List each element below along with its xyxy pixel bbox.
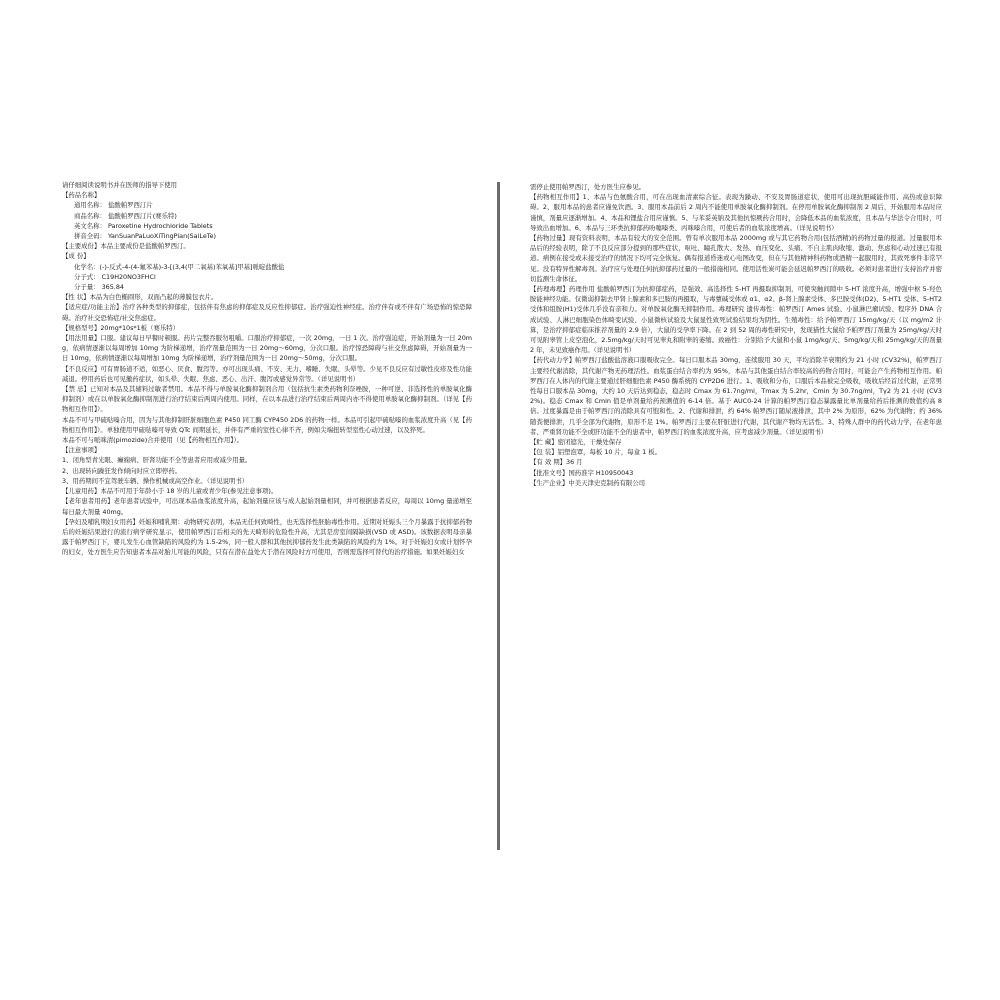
approval-number-section: 【批准文号】国药准字 H10950043 <box>530 468 634 477</box>
indications-section: 【适应症/功能主治】治疗各种类型的抑郁症，包括伴有焦虑的抑郁症及反应性抑郁症。治疗强迫性神经症。治疗伴有或不伴有广场恐怖的惊恐障碍。治疗社交恐怖症/社交焦虑症。 <box>62 303 472 322</box>
english-name: 英文名称： Paroxetine Hydrochloride Tablets <box>74 221 213 230</box>
contraindications-pimozide: 本品不可与哌咪清(pimozide)合并使用（见【药物相互作用】）。 <box>62 436 244 445</box>
precautions-heading: 【注意事项】 <box>62 446 101 455</box>
spec-section: 【规格型号】20mg*10s*1板（赛乐特） <box>62 323 180 332</box>
pregnancy-section: 【孕妇及哺乳期妇女用药】妊娠和哺乳期：动物研究表明，本品无任何致畸性，也无选择性胚胎毒性作用。近期对妊娠头三个月暴露于抗抑郁药物后的妊娠结果进行的流行病学研究显示，使用帕罗西汀后相关的先天畸形的危险性升高，尤其是房室间隔缺损(VSD 或 ASD)。该数据表明母亲暴露于帕罗西汀下，婴儿发生心血管缺陷的风险约为 1.5-2%，同一般人群和其他抗抑郁药发生此类缺陷的风险约为 1%。对于妊娠妇女或计划怀孕的妇女，处方医生应告知患者本品对胎儿可能的风险，只有在潜在益处大于潜在风险时方可使用，否则需选择可替代的治疗措施。如果妊娠妇女 <box>62 517 472 557</box>
precaution-item: 1、闭角型青光眼、癫痫病、肝肾功能不全等患者应用或减少用量。 <box>62 456 252 465</box>
pharmacology-section: 【药理毒理】药理作用 盐酸帕罗西汀为抗抑郁症药，是强效、高选择性 5-HT 再摄取抑制剂，可使突触间隙中 5-HT 浓度升高，增强中枢 5-羟色胺能神经功能。仅微弱抑制去甲肾上腺素和多巴胺的再摄取，与毒蕈碱受体或 α1、α2、β-肾上腺素受体、多巴胺受体(D2)、5-HT1 受体、5-HT2 受体和组胺(H1)受体几乎没有亲和力。对单胺氧化酶无抑制作用。毒理研究 遗传毒性：帕罗西汀 Ames 试验、小鼠淋巴瘤试验、程序外 DNA 合成试验、人淋巴细胞染色体畸变试验、小鼠微核试验及大鼠显性致死试验结果均为阴性。生殖毒性：给予帕罗西汀 15mg/kg/天（以 mg/m2 计算，是治疗抑郁症临床推荐剂量的 2.9 倍），大鼠的受孕率下降。在 2 到 52 周的毒性研究中，发现猫性大鼠给予帕罗西汀剂量为 25mg/kg/天时可见附睾管上皮空泡化，2.5mg/kg/天时可见睾丸和附睾的萎缩。致癌性：分别给予大鼠和小鼠 1mg/kg/天、5mg/kg/天和 25mg/kg/天的剂量 2 年，未见致癌作用。（详见说明书） <box>530 285 942 355</box>
generic-name: 通用名称： 盐酸帕罗西汀片 <box>74 201 153 210</box>
contraindications-section: 【禁 忌】已知对本品及其辅料过敏者禁用。本品不得与单胺氧化酶抑制剂合用（包括抗生素类药物利奈唑胺，一种可逆、非选择性的单胺氧化酶抑制剂）或在以单胺氧化酶抑制剂进行治疗结束后两周内使用。同样，在以本品进行治疗结束后两周内亦不得使用单胺氧化酶抑制剂。（详见【药物相互作用】）。 <box>62 385 472 414</box>
drug-name-heading: 【药品名称】 <box>62 191 101 200</box>
composition-heading: 【成 份】 <box>62 252 90 261</box>
page-divider <box>497 182 500 850</box>
pregnancy-continued: 需停止使用帕罗西汀，处方医生应参见。 <box>530 183 646 191</box>
precaution-item: 2、出现转向躁狂发作倾向时应立即停药。 <box>62 466 182 475</box>
main-ingredients: 【主要成份】本品主要成份是盐酸帕罗西汀。 <box>62 242 190 251</box>
left-page <box>62 180 472 558</box>
molecular-formula: 分子式： C19H20NO3FHCl <box>74 272 156 281</box>
pharmacokinetics-section: 【药代动力学】帕罗西汀盐酸盐溶液口服吸收完全。每日口服本品 30mg，连续服用 30 天，平均消除半衰期约为 21 小时 (CV32%)，帕罗西汀主要经代谢消除，其代谢产物无药理活性。血浆蛋白结合率约为 95%，本品与其他蛋白结合率较高的药物合用时，可能会产生药物相互作用。帕罗西汀在人体内的代谢主要通过肝细胞色素 P450 酶系统的 CYP2D6 进行。1、吸收和分布，口服后本品被完全吸收，吸收后经首过代谢，正常男性每日口服本品 30mg，大约 10 天后达到稳态，稳态时 Cmax 为 61.7ng/ml，Tmax 为 5.2hr，Cmin 为 30.7ng/ml，Tγ2 为 21 小时 (CV32%)。稳态 Cmax 和 Cmin 值是单剂量给药预测值的 6-14 倍。基于 AUC0-24 计算的帕罗西汀稳态暴露量比单剂量给药后推测的数值约高 8 倍。过度暴露是由于帕罗西汀的消除具有可饱和性。2、代谢和排泄，约 64% 帕罗西汀随尿液排泄，其中 2% 为原形，62% 为代谢物；约 36% 随粪便排泄，几乎全部为代谢物，原形不足 1%。帕罗西汀主要在肝脏进行代谢，其代谢产物均无活性。3、特殊人群中的药代动力学，在老年患者、严重肾功能不全或肝功能不全的患者中，帕罗西汀的血浆浓度升高，应考虑减少剂量。（详见说明书） <box>530 356 942 436</box>
pediatric-use-section: 【儿童用药】本品不可用于年龄小于 18 岁的儿童或青少年(参见注意事项)。 <box>62 487 278 496</box>
drug-interactions-section: 【药物相互作用】1、本品与色氨酸合用，可在出现血清素综合征。表现为躁动、不安及胃肠道症状，使用可出现抗胆碱能作用、高热或意识障碍。2、服用本品的患者应谨免饮酒。3、服用本品前后 2 周内不能使用单胺氧化酶抑制剂。在停用单胺氧化酶抑制剂 2 周后，开始服用本品时应谨慎，剂量应逐渐增加。4、本品和锂盐合用应谨慎。5、与苯妥英钠及其他抗惊厥药合用时，会降低本品的血浆浓度，且本品与华法令合用时，可导致出血增加。6、本品与三环类抗抑郁药吩噻嗪类、丙咪嗪合用，可使后者的血浆浓度增高。（详见说明书） <box>530 193 942 232</box>
right-page <box>530 182 942 488</box>
dosage-section: 【用法用量】口服。建议每日早餐时顿服。药片完整吞服勿咀嚼。口服治疗抑郁症，一次 20mg，一日 1 次。治疗强迫症，开始剂量为一日 20mg，依病情逐渐以每周增加 10mg 为阶梯递增，治疗剂量范围为一日 20mg～60mg，分次口服。治疗惊恐障碍与社交焦虑障碍，开始剂量为一日 10mg，依病情逐渐以每周增加 10mg 为阶梯递增，治疗剂量范围为一日 20mg～50mg，分次口服。 <box>62 334 472 363</box>
geriatric-use-section: 【老年患者用药】老年患者试验中，可出现本品血浆浓度升高，起始剂量应该与成人起始剂量相同，并可根据患者反应，每周以 10mg 量递增至每日最大剂量 40mg。 <box>62 497 472 516</box>
validity-section: 【有 效 期】36 月 <box>530 458 583 467</box>
package-section: 【包 装】铝塑泡罩，每板 10 片，每盒 1 板。 <box>530 448 661 457</box>
contraindications-thioridazine: 本品不可与甲硫哒嗪合用，因为与其他抑制肝脏细胞色素 P450 同工酶 CYP450 2D6 的药物一样。本品可引起甲硫哒嗪的血浆浓度升高（见【药物相互作用】）。单独使用甲硫哒嗪可导致 QTc 间期延长，并伴有严重的室性心律不齐，例如尖端扭转型室性心动过速，以及猝死。 <box>62 415 472 434</box>
precaution-item: 3、用药期间不宜驾驶车辆、操作机械或高空作业。（详见说明书） <box>62 476 249 485</box>
trade-name: 商品名称： 盐酸帕罗西汀片(赛乐特) <box>74 211 177 220</box>
usage-notice: 请仔细阅读说明书并在医师的指导下使用 <box>62 181 178 189</box>
adverse-reactions-section: 【不良反应】可有胃肠道不适，如恶心、厌食、腹泻等。亦可出现头痛、不安、无力、嗜睡、失眠、头晕等。少见不良反应有过敏性皮疹及性功能减退。停用药后也可见撤药症状，如头晕、失眠、焦虑、恶心、出汗、腹泻或感觉异常等。（详见说明书） <box>62 364 472 383</box>
overdose-section: 【药物过量】现有资料表明，本品有较大的安全范围。曾有单次服用本品 2000mg 或与其它药物合用(包括酒精)的药物过量的报道。过量服用本品后的经验表明，除了不良反应部分提到的那些症状，呕吐、瞳孔散大、发热、血压变化、头痛、不自主肌肉收缩、激动、焦虑和心动过速已有报道。病例在接受或未接受治疗的情况下均可完全恢复。偶有报道昏迷或心电图改变，但在与其他精神科药物或酒精一起服用时，其致死事件非常罕见。没有特异性解毒剂。治疗应与处理任何抗抑郁药过量的一般措施相同。使用活性炭可能会延迟帕罗西汀的吸收。必须对患者进行支持治疗并密切监测生命体征。 <box>530 234 942 283</box>
chemical-name: 化学名：(-)-反式-4-(4-氟苯基)-3-[(3,4(甲二氧基)苯氧基]甲基]哌啶盐酸盐 <box>74 262 285 271</box>
storage-section: 【贮 藏】密闭遮光，干燥处保存 <box>530 438 622 447</box>
pinyin-name: 拼音全码： YanSuanPaLuoXiTingPian(SaiLeTe) <box>74 232 216 241</box>
molecular-weight: 分子量： 365.84 <box>74 283 124 292</box>
manufacturer-section: 【生产企业】中美天津史克制药有限公司 <box>530 478 646 487</box>
character-section: 【性 状】本品为白色椭圆形，双面凸起的薄膜包衣片。 <box>62 293 218 302</box>
